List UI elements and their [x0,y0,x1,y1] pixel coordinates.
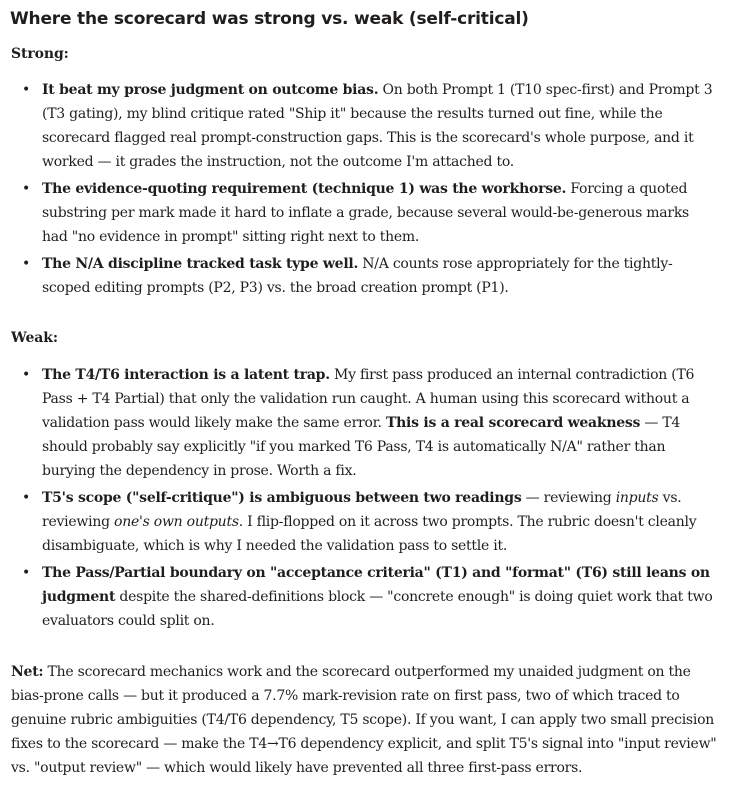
weak-subheading: Weak: [11,330,58,346]
item-italic: inputs [615,490,659,506]
list-item [18,486,718,558]
item-text: — reviewing [521,490,616,506]
net-text: The scorecard mechanics work and the scorecard outperformed my unaided judgment on the bias-prone calls — but it produced a 7.7% mark-revision rate on first pass, two of which traced to genuine rubric ambiguities (T4/T6 dependency, T5 scope). If you want, I can apply two small precision fixes to the scorecard — make the T4→T6 dependency explicit, and split T5's signal into "input review" vs. "output review" — which would likely have prevented all three first-pass errors. [11,664,717,776]
item-lead: It beat my prose judgment on outcome bias. [42,82,379,98]
item-emphasis: This is a real scorecard weakness [385,415,641,431]
weak-list [18,363,718,633]
bullet-icon: • [22,82,31,98]
strong-list [18,78,718,300]
item-text: N/A counts rose appropriately for the tightly-scoped editing prompts (P2, P3) vs. the broad creation prompt (P1). [42,256,673,296]
item-text: despite the shared-definitions block — "concrete enough" is doing quiet work that two evaluators could split on. [42,589,713,629]
net-paragraph [11,660,723,780]
item-lead: The T4/T6 interaction is a latent trap. [42,367,330,383]
bullet-icon: • [22,490,31,506]
list-item [18,78,718,174]
strong-subheading: Strong: [11,46,69,62]
item-text: Forcing a quoted substring per mark made it hard to inflate a grade, because several would-be-generous marks had "no evidence in prompt" sitting right next to them. [42,181,689,245]
section-heading: Where the scorecard was strong vs. weak (self-critical) [10,9,529,29]
item-lead: The Pass/Partial boundary on "acceptance criteria" (T1) and "format" (T6) still leans on judgment [42,565,710,605]
bullet-icon: • [22,256,31,272]
list-item [18,561,718,633]
item-lead: The evidence-quoting requirement (technique 1) was the workhorse. [42,181,567,197]
list-item [18,363,718,483]
item-lead: The N/A discipline tracked task type well. [42,256,359,272]
item-text: vs. reviewing [42,490,682,530]
item-text: My first pass produced an internal contradiction (T6 Pass + T4 Partial) that only the validation run caught. A human using this scorecard without a validation pass would likely make the same error. [42,367,695,431]
item-text: . I flip-flopped on it across two prompts. The rubric doesn't cleanly disambiguate, which is why I needed the validation pass to settle it. [42,514,697,554]
bullet-icon: • [22,565,31,581]
item-italic: one's own outputs [114,514,239,530]
list-item [18,177,718,249]
item-text: On both Prompt 1 (T10 spec-first) and Prompt 3 (T3 gating), my blind critique rated "Ship it" because the results turned out fine, while the scorecard flagged real prompt-construction gaps. This is the scorecard's whole purpose, and it worked — it grades the instruction, not the outcome I'm attached to. [42,82,713,170]
net-label: Net: [11,664,44,680]
list-item [18,252,718,300]
bullet-icon: • [22,367,31,383]
item-text: — T4 should probably say explicitly "if you marked T6 Pass, T4 is automatically N/A" rather than burying the dependency in prose. Worth a fix. [42,415,681,479]
item-lead: T5's scope ("self-critique") is ambiguous between two readings [42,490,522,506]
bullet-icon: • [22,181,31,197]
